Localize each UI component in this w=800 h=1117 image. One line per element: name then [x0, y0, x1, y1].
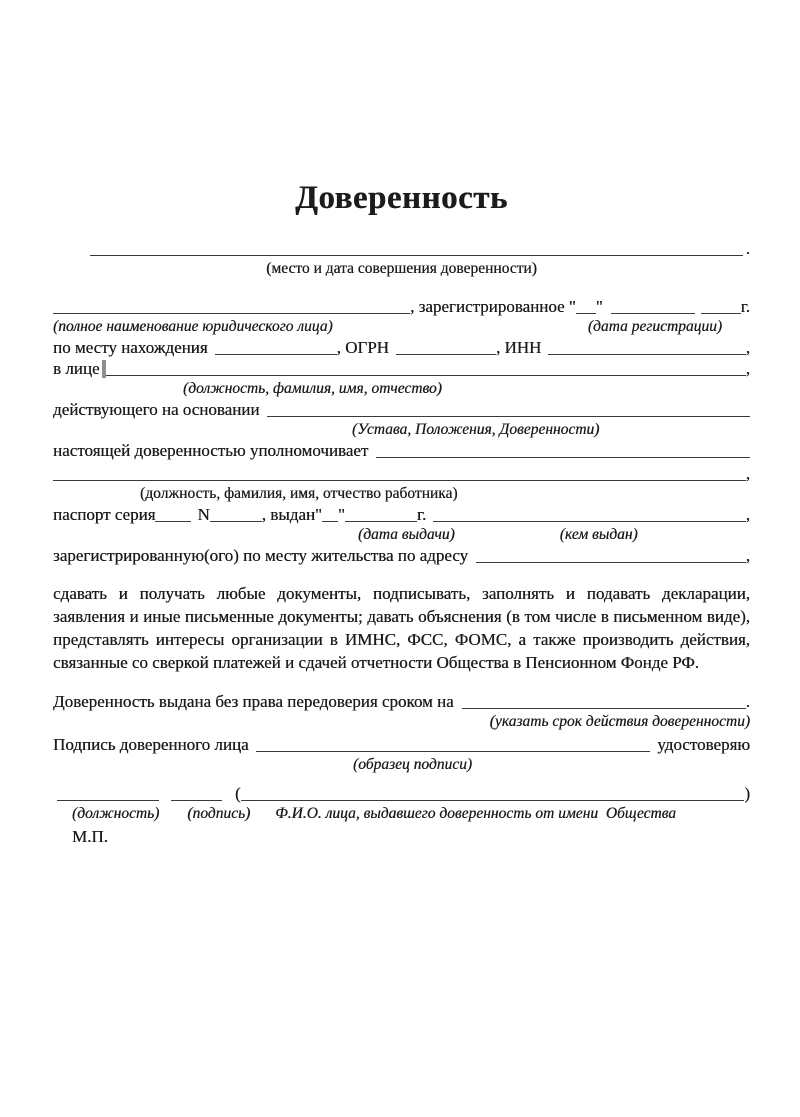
signatory-fio-field[interactable] — [241, 800, 745, 801]
issued-by-field[interactable] — [433, 521, 746, 522]
org-hints-row — [53, 317, 750, 337]
period-mark: . — [745, 692, 750, 711]
comma-mark: , — [745, 359, 750, 378]
issue-date-hint: (дата выдачи) — [358, 526, 455, 543]
powers-paragraph: сдавать и получать любые документы, подписывать, заполнять и подавать декларации, заявления и иные письменные документы; давать объяснения (в том числе в письменном виде), представлять интересы организации в ИМНС, ФСС, ФОМС, а также производить действия, связанные со сверкой платежей и сдачей отчетности Общества в Пенсионном Фонде РФ. — [53, 584, 750, 672]
position-hint: (должность) — [72, 805, 160, 822]
passport-number-field[interactable] — [210, 521, 262, 522]
legal-name-hint: (полное наименование юридического лица) — [53, 318, 333, 335]
registered-label: , зарегистрированное " — [410, 297, 576, 316]
passport-number-label: N — [197, 505, 210, 524]
attorney-sign-label: Подпись доверенного лица — [53, 735, 249, 754]
location-field[interactable] — [215, 354, 337, 355]
passport-series-field[interactable] — [155, 521, 191, 522]
signatory-hints-row — [53, 804, 750, 824]
authorized-person-continuation-field[interactable] — [53, 480, 746, 481]
passport-series-label: паспорт серия — [53, 505, 156, 524]
org-name-field[interactable] — [53, 313, 410, 314]
represented-by-label: в лице — [53, 359, 100, 378]
paren-close-mark: ) — [744, 784, 750, 803]
term-hint: (указать срок действия доверенности) — [489, 713, 750, 730]
address-label: зарегистрированную(ого) по месту жительства по адресу — [53, 546, 469, 565]
signature-hint: (подпись) — [187, 805, 251, 822]
fio-hint: Ф.И.О. лица, выдавшего доверенность от имени Общества — [275, 805, 676, 822]
reg-month-field[interactable] — [611, 313, 695, 314]
basis-field[interactable] — [267, 416, 750, 417]
position-fio-hint: (должность, фамилия, имя, отчество) — [183, 380, 442, 397]
stamp-label: М.П. — [72, 827, 108, 846]
basis-options-hint: (Устава, Положения, Доверенности) — [352, 421, 600, 438]
represented-by-line — [53, 358, 750, 379]
paren-open-mark: ( — [235, 784, 241, 803]
represented-by-field[interactable] — [106, 375, 746, 376]
comma-mark: , — [745, 505, 750, 524]
location-line — [53, 337, 750, 358]
year-suffix-label: г. — [416, 505, 427, 524]
passport-issued-label: , выдан" — [261, 505, 322, 524]
authorized-person-field[interactable] — [376, 457, 750, 458]
reg-year-field[interactable] — [701, 313, 741, 314]
period-mark: . — [745, 239, 750, 258]
passport-line — [53, 504, 750, 525]
signatory-position-field[interactable] — [57, 800, 159, 801]
issue-day-field[interactable] — [322, 521, 338, 522]
term-label: Доверенность выдана без права передоверия сроком на — [53, 692, 454, 711]
quote-mark: " — [337, 505, 345, 524]
comma-mark: , — [745, 464, 750, 483]
comma-mark: , — [745, 338, 750, 357]
ogrn-field[interactable] — [396, 354, 496, 355]
acting-on-basis-label: действующего на основании — [53, 400, 260, 419]
signatory-signature-field[interactable] — [171, 800, 222, 801]
authorizes-label: настоящей доверенностью уполномочивает — [53, 441, 369, 460]
passport-hints-row — [53, 525, 750, 545]
location-label: по месту нахождения — [53, 338, 208, 357]
reg-day-field[interactable] — [576, 313, 596, 314]
document-title: Доверенность — [295, 180, 508, 216]
attorney-signature-line — [53, 734, 750, 755]
issued-by-hint: (кем выдан) — [559, 526, 638, 543]
place-date-field[interactable] — [90, 255, 743, 256]
signature-sample-field[interactable] — [256, 751, 651, 752]
place-date-hint: (место и дата совершения доверенности) — [266, 260, 537, 277]
basis-line — [53, 399, 750, 420]
worker-fio-hint: (должность, фамилия, имя, отчество работника) — [140, 485, 458, 502]
org-registration-line — [53, 296, 750, 317]
issue-date-field[interactable] — [345, 521, 417, 522]
authorizes-continuation-line — [53, 463, 750, 484]
address-line — [53, 545, 750, 566]
reg-date-hint: (дата регистрации) — [587, 318, 722, 335]
ogrn-label: , ОГРН — [336, 338, 389, 357]
authorizes-line — [53, 440, 750, 461]
year-suffix-label: г. — [740, 297, 750, 316]
certify-label: удостоверяю — [657, 735, 750, 754]
stamp-line — [53, 826, 750, 847]
inn-field[interactable] — [548, 354, 745, 355]
quote-mark: " — [595, 297, 603, 316]
place-date-line — [53, 238, 750, 259]
signature-sample-hint: (образец подписи) — [353, 756, 472, 773]
address-field[interactable] — [476, 562, 746, 563]
term-field[interactable] — [462, 708, 746, 709]
term-line — [53, 691, 750, 712]
comma-mark: , — [745, 546, 750, 565]
signatory-line — [53, 783, 750, 804]
inn-label: , ИНН — [495, 338, 542, 357]
